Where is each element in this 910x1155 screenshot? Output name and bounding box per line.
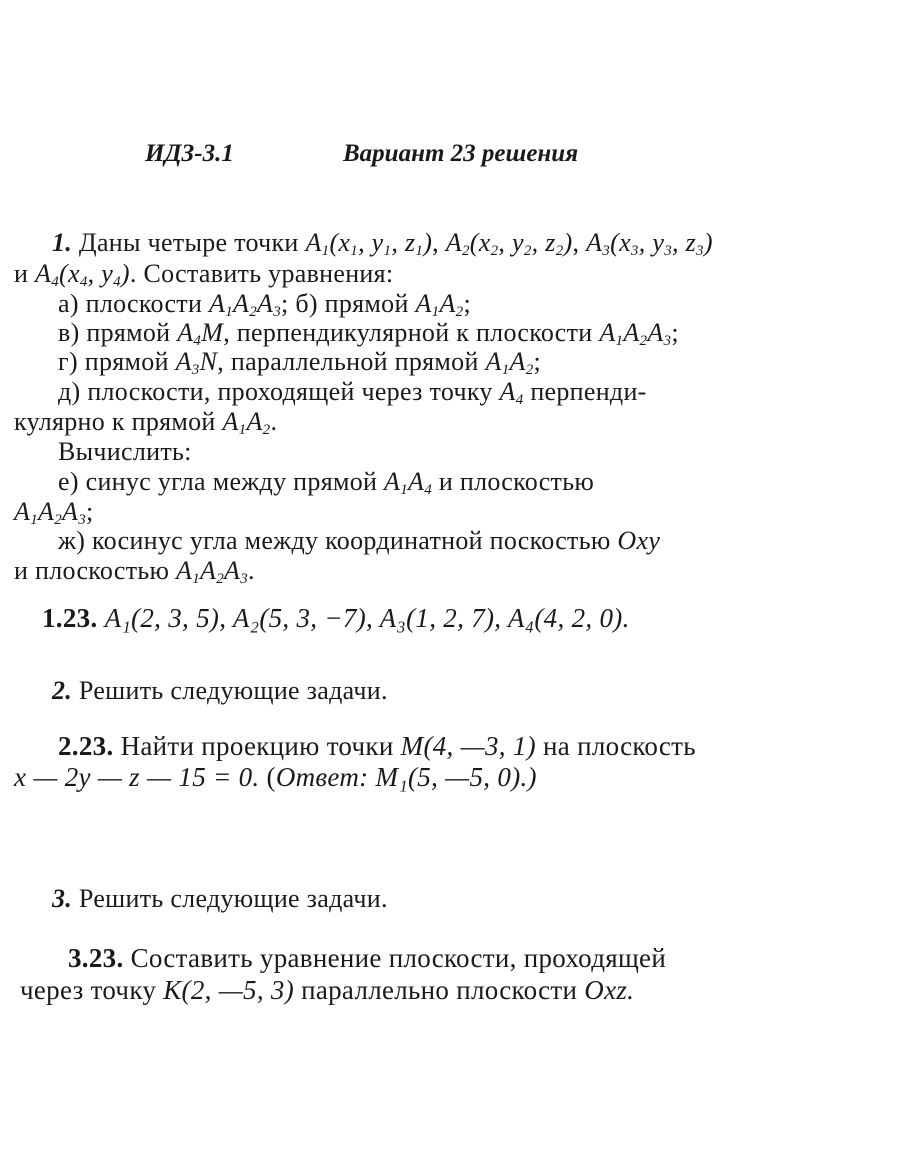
task1-item-a: а) плоскости $A_1A_2A_3$; б) прямой $A_1A_2$; bbox=[58, 289, 472, 320]
plane-equation: x — 2y — z — 15 = 0. bbox=[14, 762, 260, 792]
point-a1: $A_1(x_1$, $y_1$, $z_1$) bbox=[305, 228, 433, 259]
task2-sub-number: 2.23. bbox=[58, 731, 114, 761]
task1-item-e: е) синус угла между прямой $A_1A_4$ и плоскостью bbox=[58, 467, 595, 498]
answer-point: M₁(5, —5, 0).) bbox=[375, 762, 537, 792]
task1-item-g: г) прямой $A_3N$, параллельной прямой $A_1A_2$; bbox=[58, 347, 542, 378]
task3-problem-line1: 3.23. Составить уравнение плоскости, проходящей bbox=[68, 943, 667, 973]
task2-problem-line1: 2.23. Найти проекцию точки M(4, —3, 1) на плоскость bbox=[58, 731, 696, 761]
task1-item-zh-cont: и плоскостью $A_1A_2A_3$. bbox=[14, 556, 255, 587]
variant-title: Вариант 23 решения bbox=[343, 140, 579, 167]
task1-item-e-cont: $A_1A_2A_3$; bbox=[14, 497, 94, 528]
task3-number: 3. bbox=[52, 884, 73, 913]
task1-points-line bbox=[42, 603, 630, 633]
task1-line2: и $A_4(x_4$, $y_4$). Составить уравнения: bbox=[14, 259, 394, 290]
task1-line1: 1. Даны четыре точки $A_1(x_1$, $y_1$, $z_1$), $A_2(x_2$, $y_2$, $z_2$), $A_3(x_3$, $y_3$, $z_3$) bbox=[52, 228, 713, 259]
task1-number: 1. bbox=[52, 228, 73, 257]
task1-item-v: в) прямой $A_4M$, перпендикулярной к плоскости $A_1A_2A_3$; bbox=[58, 318, 679, 349]
task1-points-values: A₁(2, 3, 5), A₂(5, 3, −7), A₃(1, 2, 7), A₄(4, 2, 0). bbox=[104, 603, 630, 633]
task1-item-d-cont: кулярно к прямой $A_1A_2$. bbox=[14, 407, 278, 438]
point-a4: $A_4(x_4$, $y_4$) bbox=[35, 259, 130, 290]
task2-heading: 2. Решить следующие задачи. bbox=[52, 676, 388, 705]
task1-calc-heading: Вычислить: bbox=[58, 437, 192, 466]
task1-sub-number: 1.23. bbox=[42, 603, 98, 633]
task1-item-d: д) плоскости, проходящей через точку $A_4$ перпенди- bbox=[58, 377, 647, 408]
task3-sub-number: 3.23. bbox=[68, 943, 124, 973]
task2-problem-line2: x — 2y — z — 15 = 0. (Ответ: M₁(5, —5, 0).) bbox=[14, 762, 537, 792]
point-a2: $A_2(x_2$, $y_2$, $z_2$) bbox=[445, 228, 573, 259]
task1-intro: Даны четыре точки bbox=[78, 228, 299, 257]
point-a3: $A_3(x_3$, $y_3$, $z_3$) bbox=[586, 228, 713, 259]
task3-problem-line2: через точку K(2, —5, 3) параллельно плоскости Oxz. bbox=[20, 975, 635, 1005]
assignment-code: ИДЗ-3.1 bbox=[145, 140, 234, 167]
task1-item-zh: ж) косинус угла между координатной поскостью Oxy bbox=[58, 526, 661, 555]
document-header bbox=[0, 0, 910, 200]
task3-heading: 3. Решить следующие задачи. bbox=[52, 884, 388, 913]
task2-number: 2. bbox=[52, 676, 73, 705]
